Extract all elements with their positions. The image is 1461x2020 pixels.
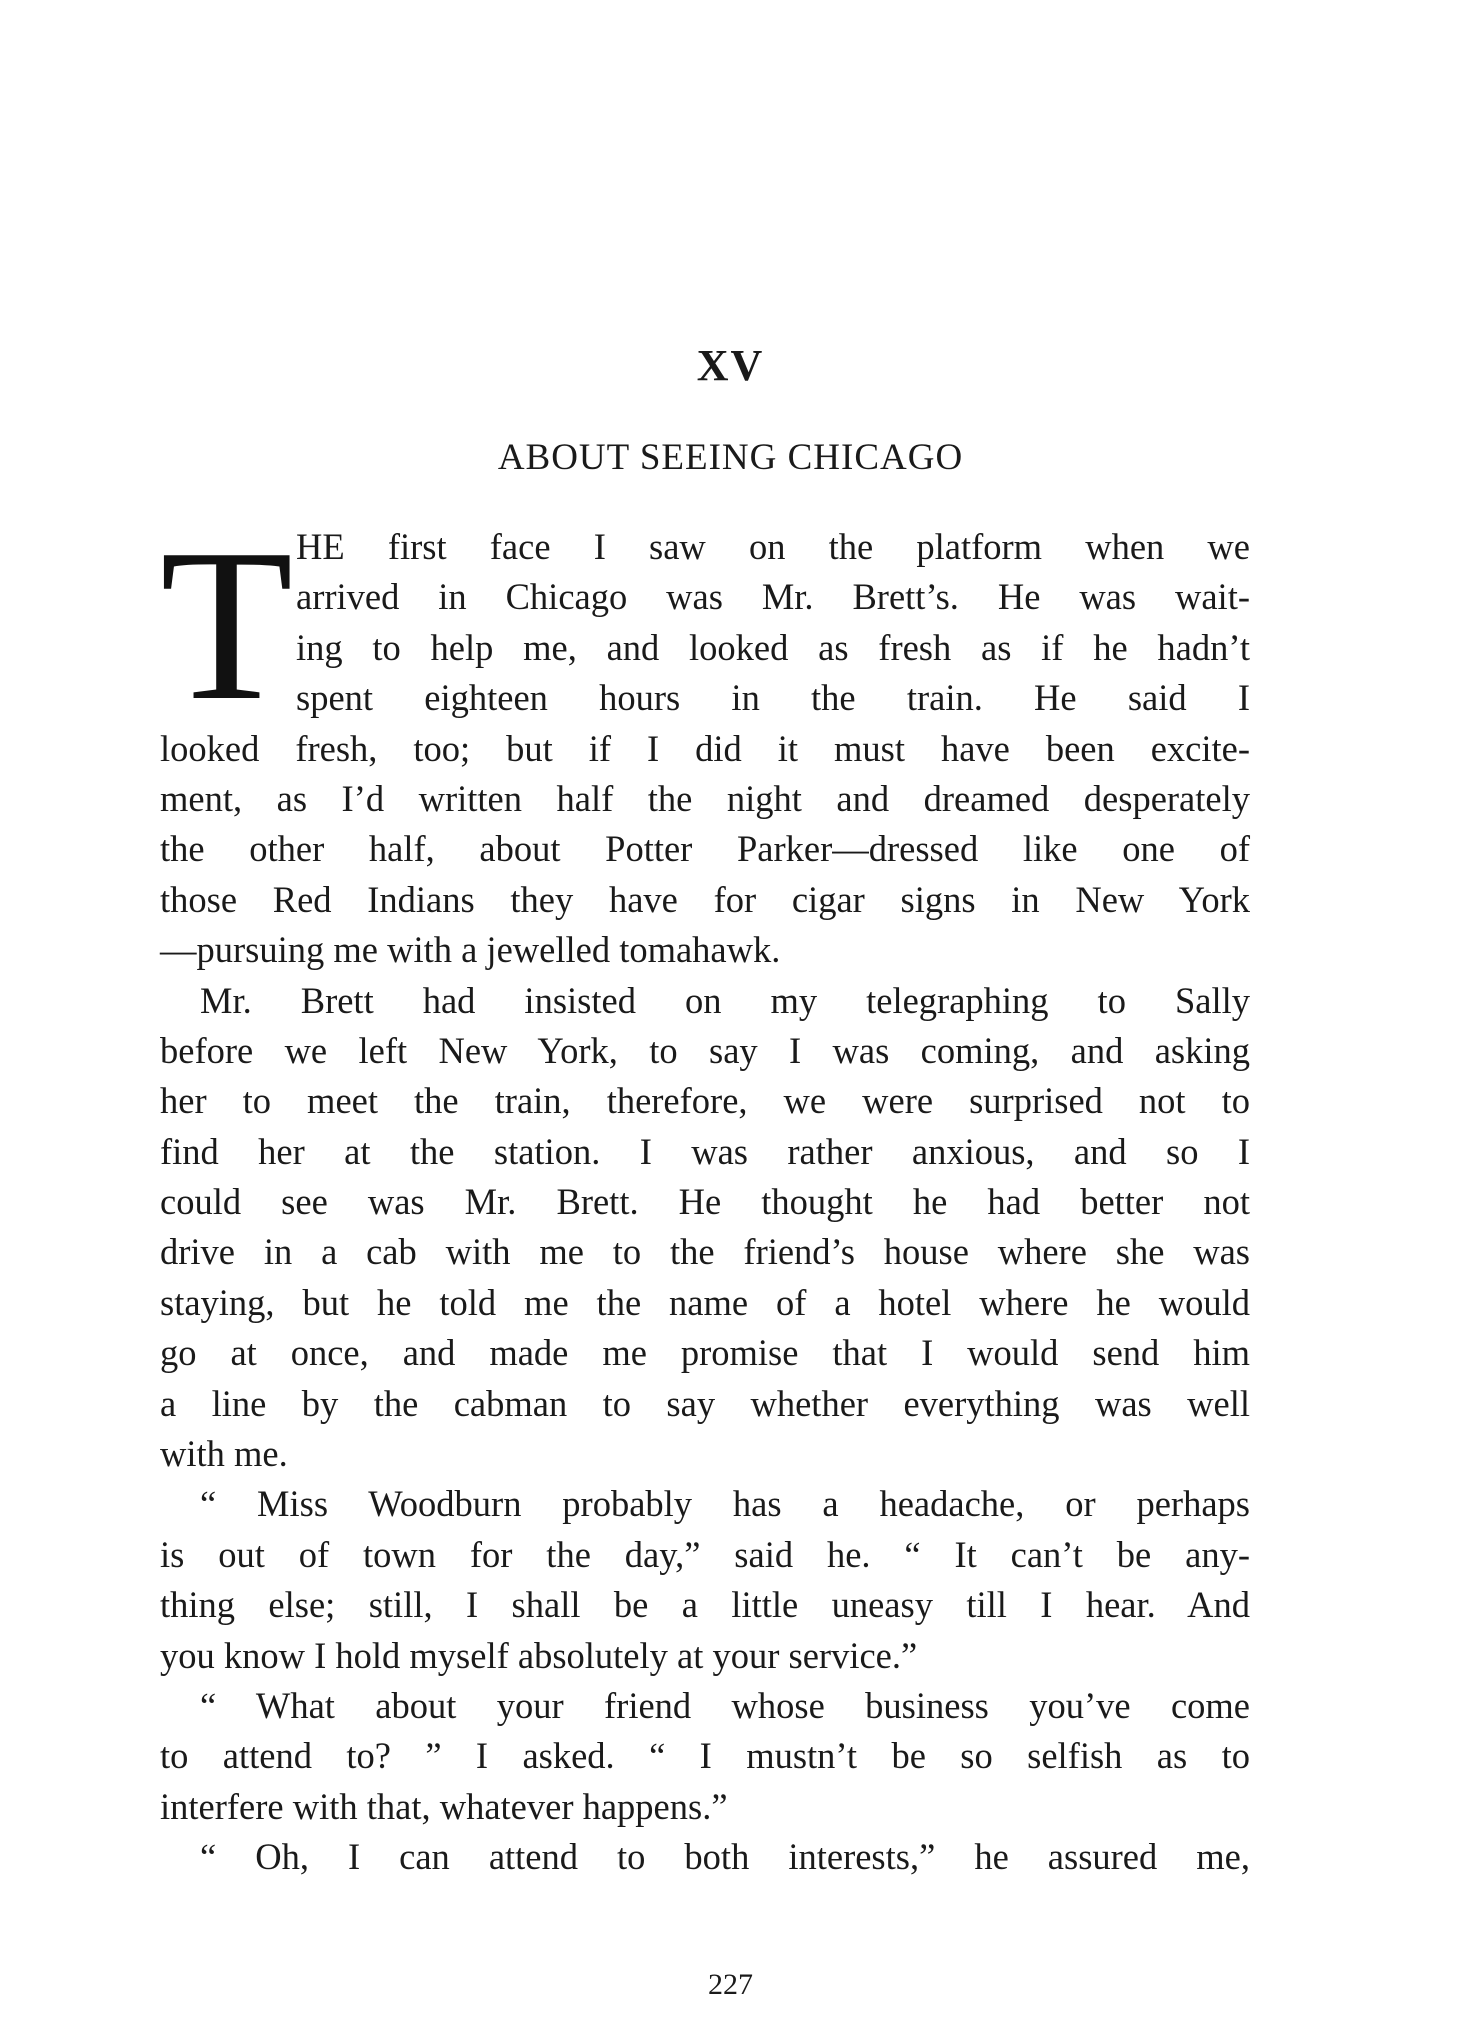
- text-line: the other half, about Potter Parker—dressed like one of: [160, 828, 1250, 870]
- text-line: could see was Mr. Brett. He thought he had better not: [160, 1181, 1250, 1223]
- text-line: Mr. Brett had insisted on my telegraphing to Sally: [200, 979, 1250, 1021]
- text-line: you know I hold myself absolutely at your service.”: [160, 1634, 918, 1676]
- text-line: HE first face I saw on the platform when we: [296, 526, 1250, 567]
- chapter-number: XV: [696, 341, 765, 390]
- text-line: “ Miss Woodburn probably has a headache, or perhaps: [200, 1483, 1250, 1525]
- text-line: ing to help me, and looked as fresh as if he hadn’t: [296, 626, 1250, 668]
- text-line: with me.: [160, 1433, 288, 1475]
- text-line: those Red Indians they have for cigar signs in New York: [160, 878, 1250, 920]
- text-line: before we left New York, to say I was coming, and asking: [160, 1029, 1250, 1071]
- text-line: a line by the cabman to say whether everything was well: [160, 1382, 1250, 1424]
- text-line: arrived in Chicago was Mr. Brett’s. He was wait-: [296, 576, 1250, 618]
- text-line: looked fresh, too; but if I did it must have been excite-: [160, 727, 1250, 769]
- text-line: “ What about your friend whose business you’ve come: [200, 1684, 1250, 1726]
- text-line: thing else; still, I shall be a little uneasy till I hear. And: [160, 1584, 1250, 1626]
- text-line: go at once, and made me promise that I would send him: [160, 1332, 1250, 1374]
- text-line: —pursuing me with a jewelled tomahawk.: [160, 929, 781, 971]
- drop-cap: T: [160, 505, 294, 746]
- text-line: staying, but he told me the name of a hotel where he would: [160, 1281, 1250, 1323]
- body-text: [160, 505, 1250, 1883]
- text-line: spent eighteen hours in the train. He said I: [296, 677, 1250, 719]
- text-line: her to meet the train, therefore, we were surprised not to: [160, 1080, 1250, 1122]
- chapter-title: ABOUT SEEING CHICAGO: [497, 437, 964, 478]
- text-line: drive in a cab with me to the friend’s house where she was: [160, 1231, 1250, 1273]
- text-line: interfere with that, whatever happens.”: [160, 1785, 728, 1827]
- text-line: is out of town for the day,” said he. “ It can’t be any-: [160, 1533, 1250, 1575]
- text-line: to attend to? ” I asked. “ I mustn’t be so selfish as to: [160, 1735, 1250, 1777]
- text-line: ment, as I’d written half the night and dreamed desperately: [160, 777, 1250, 819]
- text-line: find her at the station. I was rather anxious, and so I: [160, 1130, 1250, 1172]
- page-number: 227: [708, 1968, 753, 2001]
- text-line: “ Oh, I can attend to both interests,” he assured me,: [200, 1836, 1250, 1878]
